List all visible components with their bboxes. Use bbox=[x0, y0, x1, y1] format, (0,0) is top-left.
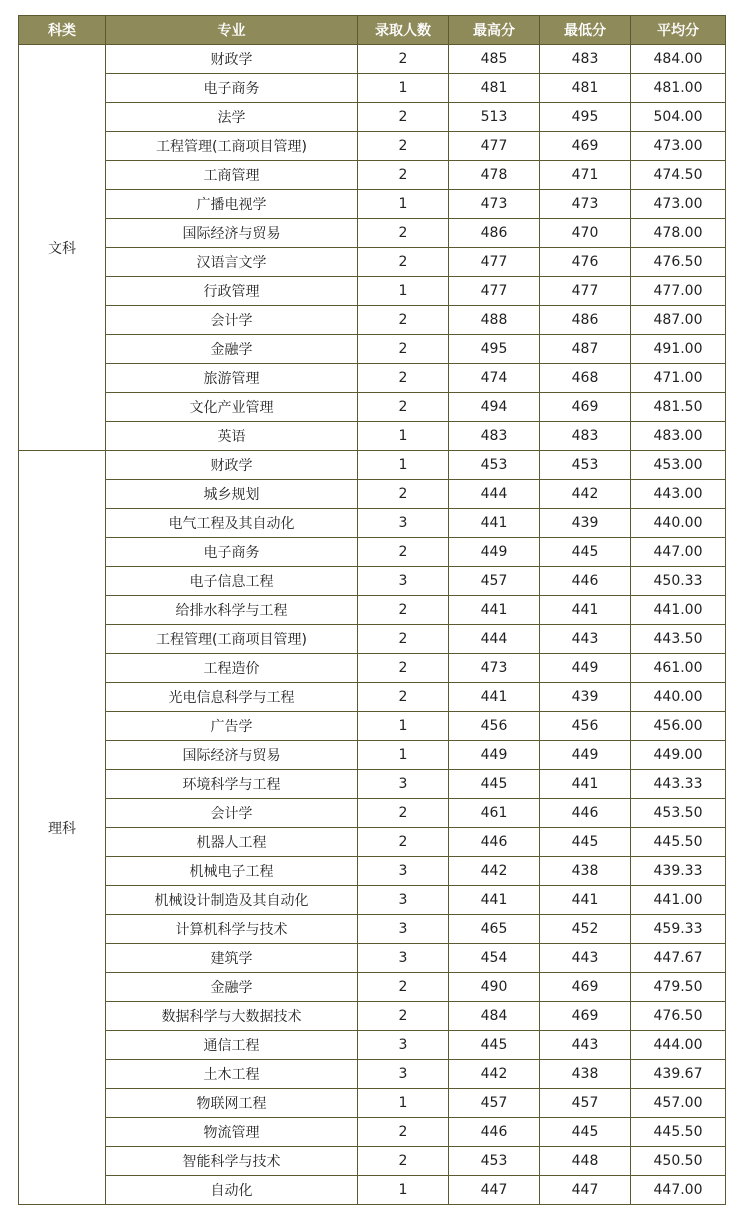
cell-admitted-count: 1 bbox=[358, 422, 449, 451]
cell-major: 自动化 bbox=[106, 1176, 358, 1205]
cell-max-score: 449 bbox=[449, 741, 540, 770]
table-row bbox=[19, 1031, 726, 1060]
cell-min-score: 453 bbox=[540, 451, 631, 480]
cell-major: 建筑学 bbox=[106, 944, 358, 973]
cell-avg-score: 439.67 bbox=[631, 1060, 726, 1089]
cell-admitted-count: 3 bbox=[358, 1031, 449, 1060]
cell-admitted-count: 2 bbox=[358, 625, 449, 654]
cell-avg-score: 443.00 bbox=[631, 480, 726, 509]
cell-major: 电子信息工程 bbox=[106, 567, 358, 596]
cell-major: 电气工程及其自动化 bbox=[106, 509, 358, 538]
cell-major: 汉语言文学 bbox=[106, 248, 358, 277]
cell-min-score: 471 bbox=[540, 161, 631, 190]
cell-max-score: 442 bbox=[449, 857, 540, 886]
cell-major: 机械电子工程 bbox=[106, 857, 358, 886]
cell-admitted-count: 2 bbox=[358, 219, 449, 248]
cell-avg-score: 459.33 bbox=[631, 915, 726, 944]
cell-major: 旅游管理 bbox=[106, 364, 358, 393]
table-row bbox=[19, 770, 726, 799]
cell-major: 行政管理 bbox=[106, 277, 358, 306]
table-row bbox=[19, 1089, 726, 1118]
table-row bbox=[19, 335, 726, 364]
cell-avg-score: 453.00 bbox=[631, 451, 726, 480]
cell-major: 城乡规划 bbox=[106, 480, 358, 509]
table-row bbox=[19, 451, 726, 480]
cell-min-score: 445 bbox=[540, 828, 631, 857]
cell-avg-score: 473.00 bbox=[631, 132, 726, 161]
cell-max-score: 453 bbox=[449, 451, 540, 480]
admission-table-container bbox=[18, 15, 726, 1205]
cell-major: 通信工程 bbox=[106, 1031, 358, 1060]
cell-avg-score: 487.00 bbox=[631, 306, 726, 335]
cell-avg-score: 445.50 bbox=[631, 1118, 726, 1147]
table-row bbox=[19, 741, 726, 770]
cell-admitted-count: 2 bbox=[358, 1147, 449, 1176]
cell-min-score: 447 bbox=[540, 1176, 631, 1205]
cell-admitted-count: 3 bbox=[358, 509, 449, 538]
cell-admitted-count: 3 bbox=[358, 944, 449, 973]
cell-max-score: 473 bbox=[449, 190, 540, 219]
cell-max-score: 478 bbox=[449, 161, 540, 190]
cell-avg-score: 450.33 bbox=[631, 567, 726, 596]
cell-min-score: 476 bbox=[540, 248, 631, 277]
cell-major: 工程管理(工商项目管理) bbox=[106, 625, 358, 654]
cell-avg-score: 443.33 bbox=[631, 770, 726, 799]
cell-min-score: 445 bbox=[540, 538, 631, 567]
table-row bbox=[19, 103, 726, 132]
cell-min-score: 470 bbox=[540, 219, 631, 248]
cell-min-score: 457 bbox=[540, 1089, 631, 1118]
table-row bbox=[19, 915, 726, 944]
cell-max-score: 477 bbox=[449, 248, 540, 277]
cell-avg-score: 439.33 bbox=[631, 857, 726, 886]
cell-admitted-count: 2 bbox=[358, 1002, 449, 1031]
cell-max-score: 484 bbox=[449, 1002, 540, 1031]
header-avg-score: 平均分 bbox=[631, 16, 726, 45]
cell-max-score: 485 bbox=[449, 45, 540, 74]
cell-min-score: 449 bbox=[540, 654, 631, 683]
cell-min-score: 441 bbox=[540, 886, 631, 915]
cell-min-score: 469 bbox=[540, 132, 631, 161]
cell-min-score: 448 bbox=[540, 1147, 631, 1176]
cell-max-score: 477 bbox=[449, 132, 540, 161]
cell-major: 智能科学与技术 bbox=[106, 1147, 358, 1176]
table-row bbox=[19, 422, 726, 451]
cell-admitted-count: 2 bbox=[358, 306, 449, 335]
cell-admitted-count: 2 bbox=[358, 45, 449, 74]
cell-max-score: 473 bbox=[449, 654, 540, 683]
cell-major: 给排水科学与工程 bbox=[106, 596, 358, 625]
cell-min-score: 487 bbox=[540, 335, 631, 364]
cell-min-score: 469 bbox=[540, 393, 631, 422]
header-admitted-count: 录取人数 bbox=[358, 16, 449, 45]
cell-avg-score: 471.00 bbox=[631, 364, 726, 393]
cell-admitted-count: 3 bbox=[358, 915, 449, 944]
cell-major: 会计学 bbox=[106, 306, 358, 335]
cell-admitted-count: 2 bbox=[358, 828, 449, 857]
cell-avg-score: 445.50 bbox=[631, 828, 726, 857]
table-row bbox=[19, 828, 726, 857]
cell-major: 土木工程 bbox=[106, 1060, 358, 1089]
table-row bbox=[19, 161, 726, 190]
cell-admitted-count: 2 bbox=[358, 103, 449, 132]
cell-admitted-count: 3 bbox=[358, 770, 449, 799]
table-row bbox=[19, 567, 726, 596]
cell-avg-score: 483.00 bbox=[631, 422, 726, 451]
table-row bbox=[19, 306, 726, 335]
cell-admitted-count: 1 bbox=[358, 277, 449, 306]
cell-avg-score: 484.00 bbox=[631, 45, 726, 74]
cell-admitted-count: 2 bbox=[358, 161, 449, 190]
cell-admitted-count: 2 bbox=[358, 248, 449, 277]
table-row bbox=[19, 625, 726, 654]
cell-min-score: 477 bbox=[540, 277, 631, 306]
cell-min-score: 438 bbox=[540, 857, 631, 886]
table-header-row bbox=[19, 16, 726, 45]
cell-major: 环境科学与工程 bbox=[106, 770, 358, 799]
header-major: 专业 bbox=[106, 16, 358, 45]
cell-admitted-count: 1 bbox=[358, 1089, 449, 1118]
cell-max-score: 474 bbox=[449, 364, 540, 393]
cell-major: 会计学 bbox=[106, 799, 358, 828]
table-row bbox=[19, 538, 726, 567]
cell-admitted-count: 3 bbox=[358, 1060, 449, 1089]
cell-max-score: 446 bbox=[449, 828, 540, 857]
cell-max-score: 457 bbox=[449, 1089, 540, 1118]
cell-major: 机械设计制造及其自动化 bbox=[106, 886, 358, 915]
table-row bbox=[19, 364, 726, 393]
admission-scores-table bbox=[18, 15, 726, 1205]
cell-max-score: 490 bbox=[449, 973, 540, 1002]
cell-max-score: 447 bbox=[449, 1176, 540, 1205]
cell-max-score: 445 bbox=[449, 1031, 540, 1060]
cell-avg-score: 481.00 bbox=[631, 74, 726, 103]
cell-max-score: 465 bbox=[449, 915, 540, 944]
cell-major: 财政学 bbox=[106, 45, 358, 74]
cell-max-score: 444 bbox=[449, 625, 540, 654]
cell-major: 广告学 bbox=[106, 712, 358, 741]
cell-max-score: 441 bbox=[449, 509, 540, 538]
cell-admitted-count: 2 bbox=[358, 973, 449, 1002]
cell-min-score: 486 bbox=[540, 306, 631, 335]
table-row bbox=[19, 944, 726, 973]
cell-avg-score: 444.00 bbox=[631, 1031, 726, 1060]
cell-major: 物联网工程 bbox=[106, 1089, 358, 1118]
cell-max-score: 442 bbox=[449, 1060, 540, 1089]
cell-min-score: 483 bbox=[540, 45, 631, 74]
cell-major: 财政学 bbox=[106, 451, 358, 480]
table-body bbox=[19, 45, 726, 1205]
table-row bbox=[19, 393, 726, 422]
cell-major: 广播电视学 bbox=[106, 190, 358, 219]
cell-admitted-count: 1 bbox=[358, 74, 449, 103]
cell-major: 电子商务 bbox=[106, 538, 358, 567]
cell-max-score: 513 bbox=[449, 103, 540, 132]
cell-max-score: 441 bbox=[449, 596, 540, 625]
cell-major: 国际经济与贸易 bbox=[106, 219, 358, 248]
table-row bbox=[19, 74, 726, 103]
cell-major: 机器人工程 bbox=[106, 828, 358, 857]
table-row bbox=[19, 248, 726, 277]
cell-admitted-count: 3 bbox=[358, 567, 449, 596]
header-min-score: 最低分 bbox=[540, 16, 631, 45]
cell-avg-score: 479.50 bbox=[631, 973, 726, 1002]
cell-admitted-count: 2 bbox=[358, 480, 449, 509]
cell-max-score: 456 bbox=[449, 712, 540, 741]
cell-max-score: 453 bbox=[449, 1147, 540, 1176]
cell-admitted-count: 2 bbox=[358, 393, 449, 422]
cell-admitted-count: 3 bbox=[358, 886, 449, 915]
table-row bbox=[19, 480, 726, 509]
cell-max-score: 445 bbox=[449, 770, 540, 799]
header-max-score: 最高分 bbox=[449, 16, 540, 45]
cell-min-score: 446 bbox=[540, 567, 631, 596]
cell-min-score: 439 bbox=[540, 683, 631, 712]
table-row bbox=[19, 683, 726, 712]
cell-min-score: 439 bbox=[540, 509, 631, 538]
cell-max-score: 477 bbox=[449, 277, 540, 306]
cell-avg-score: 450.50 bbox=[631, 1147, 726, 1176]
cell-major: 光电信息科学与工程 bbox=[106, 683, 358, 712]
cell-major: 金融学 bbox=[106, 335, 358, 364]
table-row bbox=[19, 1118, 726, 1147]
cell-avg-score: 453.50 bbox=[631, 799, 726, 828]
cell-min-score: 468 bbox=[540, 364, 631, 393]
cell-avg-score: 478.00 bbox=[631, 219, 726, 248]
cell-max-score: 481 bbox=[449, 74, 540, 103]
cell-category: 文科 bbox=[19, 45, 106, 451]
cell-avg-score: 447.00 bbox=[631, 538, 726, 567]
cell-major: 数据科学与大数据技术 bbox=[106, 1002, 358, 1031]
cell-avg-score: 456.00 bbox=[631, 712, 726, 741]
cell-avg-score: 440.00 bbox=[631, 683, 726, 712]
cell-min-score: 469 bbox=[540, 1002, 631, 1031]
cell-max-score: 495 bbox=[449, 335, 540, 364]
table-row bbox=[19, 596, 726, 625]
cell-admitted-count: 2 bbox=[358, 538, 449, 567]
cell-min-score: 443 bbox=[540, 625, 631, 654]
cell-min-score: 443 bbox=[540, 1031, 631, 1060]
cell-major: 英语 bbox=[106, 422, 358, 451]
cell-avg-score: 461.00 bbox=[631, 654, 726, 683]
cell-admitted-count: 1 bbox=[358, 1176, 449, 1205]
cell-max-score: 457 bbox=[449, 567, 540, 596]
cell-avg-score: 447.67 bbox=[631, 944, 726, 973]
cell-major: 国际经济与贸易 bbox=[106, 741, 358, 770]
cell-avg-score: 504.00 bbox=[631, 103, 726, 132]
cell-admitted-count: 3 bbox=[358, 857, 449, 886]
cell-max-score: 446 bbox=[449, 1118, 540, 1147]
cell-min-score: 449 bbox=[540, 741, 631, 770]
table-row bbox=[19, 1176, 726, 1205]
cell-avg-score: 481.50 bbox=[631, 393, 726, 422]
cell-avg-score: 473.00 bbox=[631, 190, 726, 219]
header-category: 科类 bbox=[19, 16, 106, 45]
cell-avg-score: 476.50 bbox=[631, 1002, 726, 1031]
cell-min-score: 495 bbox=[540, 103, 631, 132]
table-row bbox=[19, 712, 726, 741]
cell-min-score: 452 bbox=[540, 915, 631, 944]
cell-min-score: 481 bbox=[540, 74, 631, 103]
table-row bbox=[19, 277, 726, 306]
cell-min-score: 442 bbox=[540, 480, 631, 509]
cell-min-score: 446 bbox=[540, 799, 631, 828]
cell-max-score: 483 bbox=[449, 422, 540, 451]
cell-max-score: 441 bbox=[449, 683, 540, 712]
table-row bbox=[19, 973, 726, 1002]
table-row bbox=[19, 799, 726, 828]
cell-admitted-count: 1 bbox=[358, 451, 449, 480]
cell-min-score: 438 bbox=[540, 1060, 631, 1089]
cell-avg-score: 441.00 bbox=[631, 886, 726, 915]
cell-category: 理科 bbox=[19, 451, 106, 1205]
cell-avg-score: 440.00 bbox=[631, 509, 726, 538]
cell-major: 金融学 bbox=[106, 973, 358, 1002]
cell-admitted-count: 2 bbox=[358, 654, 449, 683]
cell-admitted-count: 2 bbox=[358, 364, 449, 393]
cell-admitted-count: 2 bbox=[358, 1118, 449, 1147]
cell-major: 工程管理(工商项目管理) bbox=[106, 132, 358, 161]
cell-max-score: 486 bbox=[449, 219, 540, 248]
cell-avg-score: 447.00 bbox=[631, 1176, 726, 1205]
cell-max-score: 441 bbox=[449, 886, 540, 915]
cell-min-score: 456 bbox=[540, 712, 631, 741]
cell-major: 文化产业管理 bbox=[106, 393, 358, 422]
cell-avg-score: 443.50 bbox=[631, 625, 726, 654]
cell-max-score: 454 bbox=[449, 944, 540, 973]
table-row bbox=[19, 509, 726, 538]
cell-avg-score: 474.50 bbox=[631, 161, 726, 190]
cell-avg-score: 491.00 bbox=[631, 335, 726, 364]
table-row bbox=[19, 132, 726, 161]
cell-max-score: 444 bbox=[449, 480, 540, 509]
cell-admitted-count: 2 bbox=[358, 683, 449, 712]
cell-max-score: 494 bbox=[449, 393, 540, 422]
cell-admitted-count: 2 bbox=[358, 335, 449, 364]
cell-admitted-count: 1 bbox=[358, 741, 449, 770]
cell-max-score: 461 bbox=[449, 799, 540, 828]
cell-major: 法学 bbox=[106, 103, 358, 132]
cell-major: 计算机科学与技术 bbox=[106, 915, 358, 944]
cell-min-score: 483 bbox=[540, 422, 631, 451]
table-row bbox=[19, 219, 726, 248]
table-row bbox=[19, 1060, 726, 1089]
cell-avg-score: 477.00 bbox=[631, 277, 726, 306]
table-row bbox=[19, 857, 726, 886]
table-row bbox=[19, 1147, 726, 1176]
cell-avg-score: 457.00 bbox=[631, 1089, 726, 1118]
cell-admitted-count: 1 bbox=[358, 712, 449, 741]
cell-admitted-count: 2 bbox=[358, 799, 449, 828]
cell-min-score: 441 bbox=[540, 596, 631, 625]
cell-admitted-count: 2 bbox=[358, 596, 449, 625]
cell-major: 工商管理 bbox=[106, 161, 358, 190]
cell-min-score: 473 bbox=[540, 190, 631, 219]
cell-major: 电子商务 bbox=[106, 74, 358, 103]
table-row bbox=[19, 45, 726, 74]
cell-admitted-count: 2 bbox=[358, 132, 449, 161]
cell-min-score: 445 bbox=[540, 1118, 631, 1147]
table-row bbox=[19, 190, 726, 219]
cell-max-score: 488 bbox=[449, 306, 540, 335]
table-row bbox=[19, 1002, 726, 1031]
cell-admitted-count: 1 bbox=[358, 190, 449, 219]
cell-avg-score: 441.00 bbox=[631, 596, 726, 625]
cell-major: 工程造价 bbox=[106, 654, 358, 683]
cell-min-score: 469 bbox=[540, 973, 631, 1002]
cell-min-score: 443 bbox=[540, 944, 631, 973]
cell-major: 物流管理 bbox=[106, 1118, 358, 1147]
cell-max-score: 449 bbox=[449, 538, 540, 567]
cell-avg-score: 449.00 bbox=[631, 741, 726, 770]
table-row bbox=[19, 886, 726, 915]
cell-min-score: 441 bbox=[540, 770, 631, 799]
cell-avg-score: 476.50 bbox=[631, 248, 726, 277]
table-row bbox=[19, 654, 726, 683]
